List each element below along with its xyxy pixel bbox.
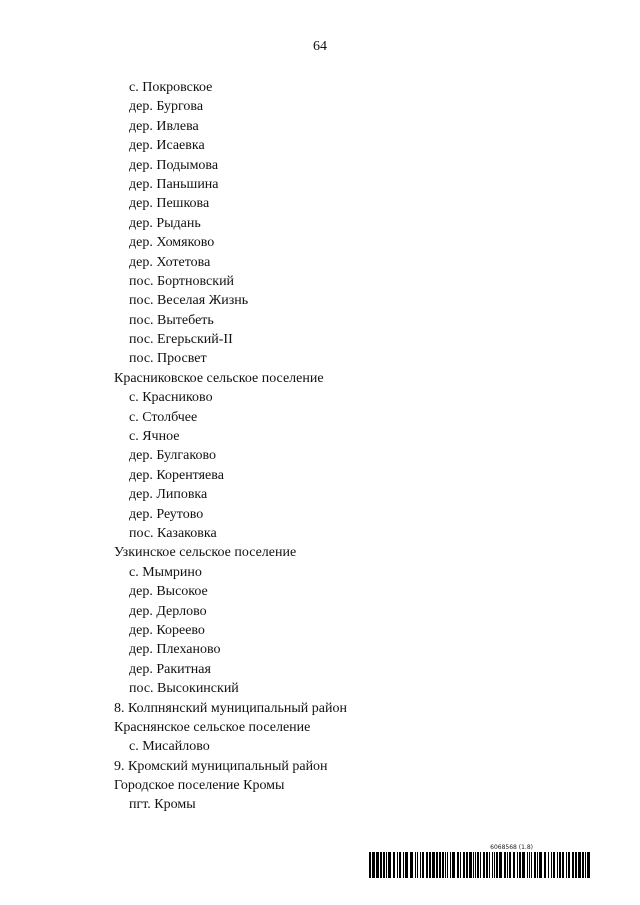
settlement-item: пос. Казаковка <box>129 525 217 541</box>
settlement-item: с. Ячное <box>129 429 180 445</box>
settlement-item: пос. Просвет <box>129 351 207 367</box>
settlement-item: дер. Хомяково <box>129 235 215 251</box>
settlement-item: с. Мымрино <box>129 564 202 580</box>
section-heading: Краснянское сельское поселение <box>114 719 311 735</box>
settlement-item: пос. Веселая Жизнь <box>129 293 249 309</box>
settlement-item: пос. Высокинский <box>129 681 239 697</box>
settlement-item: с. Мисайлово <box>129 739 210 755</box>
settlement-item: дер. Липовка <box>129 487 208 503</box>
settlement-item: дер. Булгаково <box>129 448 216 464</box>
settlement-item: с. Столбчее <box>129 409 198 425</box>
settlement-item: дер. Пешкова <box>129 196 210 212</box>
settlement-item: пгт. Кромы <box>129 797 196 813</box>
settlement-item: пос. Егерьский-II <box>129 332 233 348</box>
settlement-item: дер. Исаевка <box>129 138 205 154</box>
section-heading: 9. Кромский муниципальный район <box>114 758 328 774</box>
settlement-item: дер. Корентяева <box>129 467 224 483</box>
barcode-caption: 6068568 (1.8) <box>490 844 533 851</box>
section-heading: Красниковское сельское поселение <box>114 370 324 386</box>
settlement-item: пос. Вытебеть <box>129 312 214 328</box>
settlement-item: дер. Дерлово <box>129 603 207 619</box>
settlement-item: с. Красниково <box>129 390 213 406</box>
section-heading: Городское поселение Кромы <box>114 778 285 794</box>
settlement-item: дер. Реутово <box>129 506 204 522</box>
settlement-item: дер. Бургова <box>129 99 204 115</box>
barcode-graphic <box>369 852 591 878</box>
settlement-item: дер. Паньшина <box>129 176 219 192</box>
settlement-item: дер. Ивлева <box>129 118 199 134</box>
section-heading: Узкинское сельское поселение <box>114 545 297 561</box>
document-barcode <box>369 844 591 878</box>
settlement-item: дер. Рыдань <box>129 215 201 231</box>
page-number: 64 <box>313 39 327 54</box>
settlement-item: дер. Высокое <box>129 584 208 600</box>
settlement-item: дер. Плеханово <box>129 642 221 658</box>
settlement-item: пос. Бортновский <box>129 273 235 289</box>
settlement-item: дер. Ракитная <box>129 661 211 677</box>
settlement-item: дер. Кореево <box>129 622 205 638</box>
section-heading: 8. Колпнянский муниципальный район <box>114 700 347 716</box>
settlement-item: дер. Подымова <box>129 157 219 173</box>
settlement-list <box>114 78 594 815</box>
settlement-item: с. Покровское <box>129 80 213 95</box>
settlement-item: дер. Хотетова <box>129 254 211 270</box>
